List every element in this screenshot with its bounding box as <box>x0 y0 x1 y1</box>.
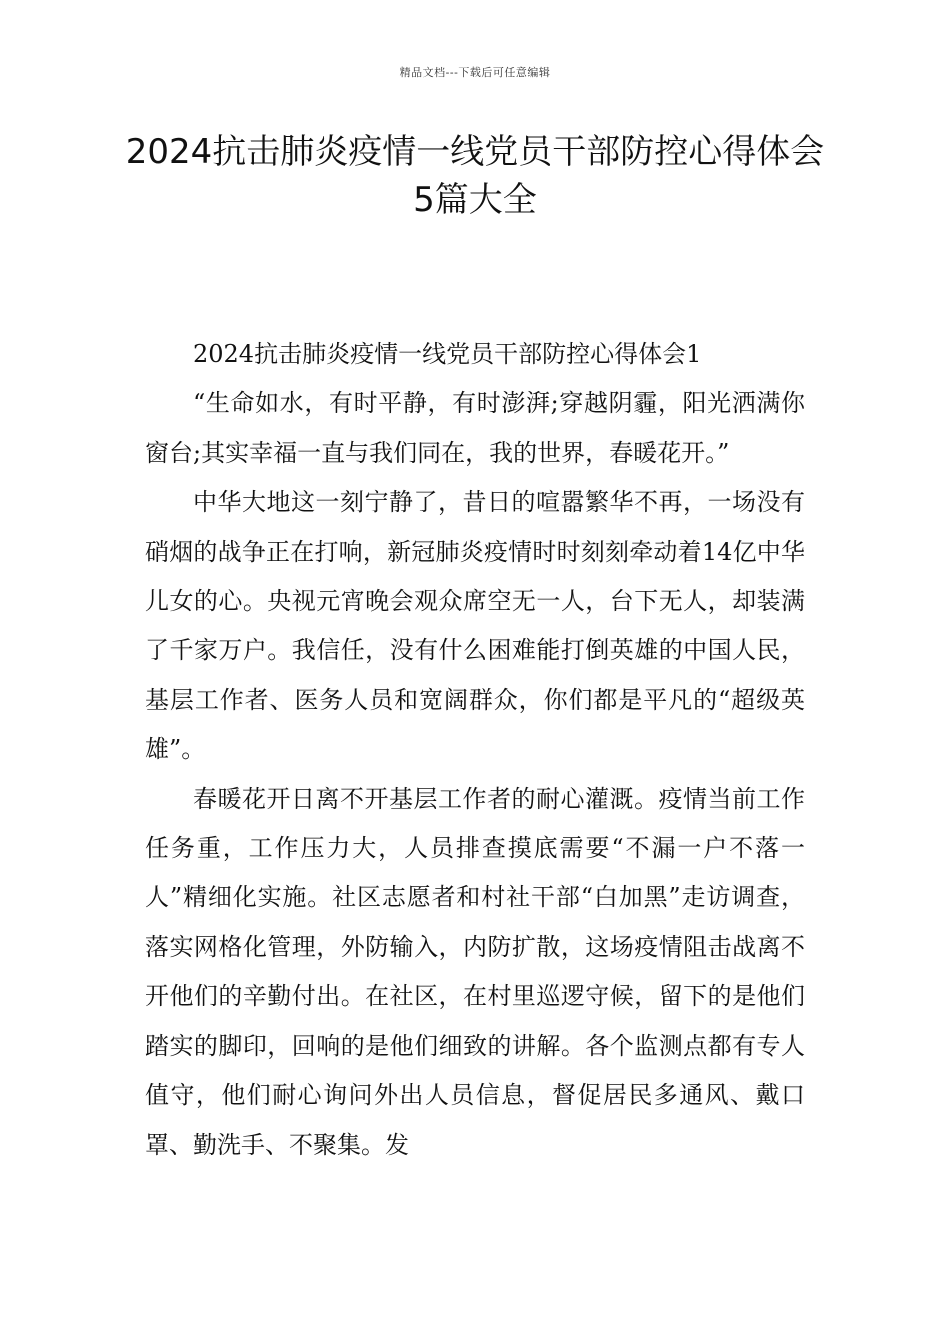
paragraph-2: 春暖花开日离不开基层工作者的耐心灌溉。疫情当前工作任务重，工作压力大，人员排查摸底需要“不漏一户不落一人”精细化实施。社区志愿者和村社干部“白加黑”走访调查，落实网格化管理，外防输入，内防扩散，这场疫情阻击战离不开他们的辛勤付出。在社区，在村里巡逻守候，留下的是他们踏实的脚印，回响的是他们细致的讲解。各个监测点都有专人值守，他们耐心询问外出人员信息，督促居民多通风、戴口罩、勤洗手、不聚集。发 <box>145 784 805 1159</box>
header-note: 精品文档---下载后可任意编辑 <box>399 66 551 79</box>
section-heading: 2024抗击肺炎疫情一线党员干部防控心得体会1 <box>193 340 702 368</box>
document-body <box>145 330 805 1170</box>
paragraph-1: 中华大地这一刻宁静了，昔日的喧嚣繁华不再，一场没有硝烟的战争正在打响，新冠肺炎疫情时时刻刻牵动着14亿中华儿女的心。央视元宵晚会观众席空无一人，台下无人，却装满了千家万户。我信任，没有什么困难能打倒英雄的中国人民，基层工作者、医务人员和宽阔群众，你们都是平凡的“超级英雄”。 <box>145 488 805 764</box>
paragraph-quote: “生命如水，有时平静，有时澎湃;穿越阴霾，阳光洒满你窗台;其实幸福一直与我们同在，我的世界，春暖花开。” <box>145 389 805 467</box>
document-title: 2024抗击肺炎疫情一线党员干部防控心得体会5篇大全 <box>125 132 825 220</box>
